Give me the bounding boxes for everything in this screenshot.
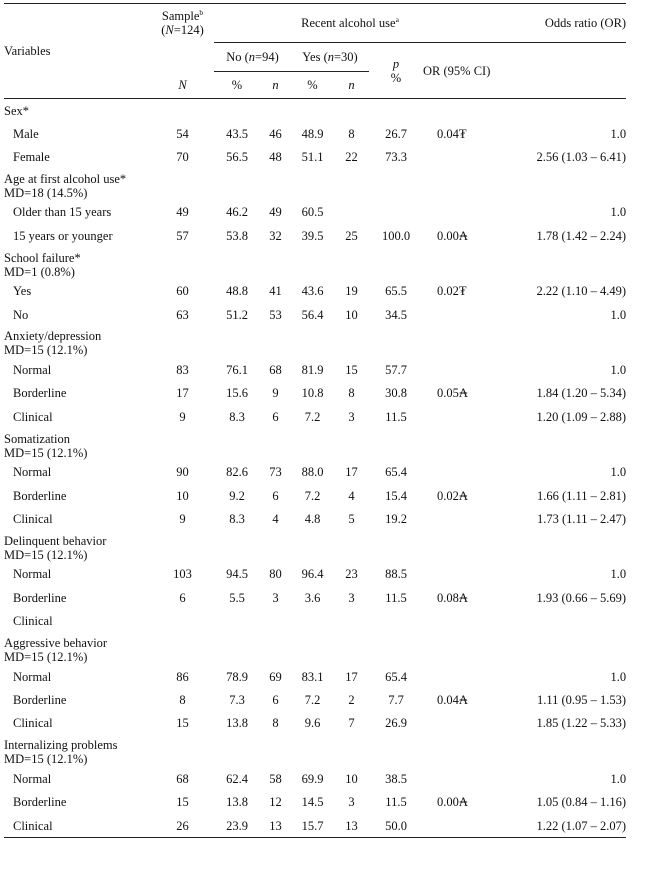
group-label bbox=[4, 326, 626, 358]
cell-or bbox=[423, 145, 486, 168]
cell-N: 86 bbox=[176, 669, 189, 684]
cell-no-n: 8 bbox=[272, 716, 279, 731]
row-label: Clinical bbox=[4, 814, 151, 838]
cell-p: 19.2 bbox=[385, 511, 407, 526]
group-missing-data: MD=18 (14.5%) bbox=[4, 185, 88, 200]
group-row bbox=[4, 99, 626, 123]
group-label bbox=[4, 633, 626, 665]
cell-p: 11.5 bbox=[385, 590, 407, 605]
group-row bbox=[4, 169, 626, 201]
cell-no-pct: 13.8 bbox=[226, 716, 248, 731]
cell-or: 0.00₳ bbox=[437, 795, 468, 810]
cell-yes-n: 8 bbox=[348, 126, 355, 141]
cell-yes-n: 8 bbox=[348, 386, 355, 401]
cell-N: 60 bbox=[176, 284, 189, 299]
cell-N: 8 bbox=[179, 692, 186, 707]
cell-no-pct: 8.3 bbox=[229, 511, 245, 526]
cell-p: 34.5 bbox=[385, 307, 407, 322]
cell-or: 0.05₳ bbox=[437, 386, 468, 401]
group-title: Age at first alcohol use* bbox=[4, 171, 127, 186]
cell-p: 50.0 bbox=[369, 814, 423, 838]
row-label: Male bbox=[13, 126, 39, 141]
table-row bbox=[4, 358, 626, 381]
cell-p: 65.4 bbox=[385, 669, 407, 684]
cell-or bbox=[423, 303, 486, 326]
cell-odds: 1.20 (1.09 – 2.88) bbox=[536, 409, 627, 424]
cell-yes-n: 13 bbox=[334, 814, 369, 838]
group-label bbox=[4, 248, 626, 280]
cell-or: 0.08₳ bbox=[437, 590, 468, 605]
group-missing-data: MD=15 (12.1%) bbox=[4, 445, 88, 460]
group-label bbox=[4, 531, 626, 563]
table-row bbox=[4, 609, 626, 632]
cell-p bbox=[369, 201, 423, 224]
cell-odds: 1.0 bbox=[610, 307, 627, 322]
cell-yes-n: 17 bbox=[345, 669, 358, 684]
table-row bbox=[4, 405, 626, 428]
cell-no-n: 58 bbox=[269, 771, 282, 786]
cell-or bbox=[423, 814, 486, 838]
cell-p: 73.3 bbox=[385, 150, 407, 165]
cell-no-n: 49 bbox=[269, 205, 282, 220]
table-row bbox=[4, 767, 626, 790]
cell-yes-pct: 10.8 bbox=[301, 386, 324, 401]
cell-p: 65.4 bbox=[385, 465, 407, 480]
cell-or: 0.04₮ bbox=[437, 126, 467, 141]
header-odds-label: Odds ratio (OR) bbox=[544, 16, 627, 30]
cell-or bbox=[423, 358, 486, 381]
cell-no-pct: 15.6 bbox=[226, 386, 248, 401]
table-row bbox=[4, 586, 626, 609]
cell-no-n: 6 bbox=[272, 488, 279, 503]
header-no-group bbox=[214, 43, 291, 72]
cell-N: 15 bbox=[176, 795, 189, 810]
group-label bbox=[4, 735, 626, 767]
cell-or bbox=[423, 609, 486, 632]
cell-yes-pct: 4.8 bbox=[304, 511, 321, 526]
cell-odds: 2.22 (1.10 – 4.49) bbox=[536, 284, 627, 299]
group-title: Aggressive behavior bbox=[4, 635, 108, 650]
cell-yes-n: 2 bbox=[348, 692, 355, 707]
cell-p: 26.9 bbox=[385, 716, 407, 731]
cell-p: 11.5 bbox=[385, 795, 407, 810]
group-row bbox=[4, 633, 626, 665]
row-label: Normal bbox=[13, 465, 52, 480]
cell-yes-pct: 56.4 bbox=[301, 307, 324, 322]
cell-yes-n: 17 bbox=[345, 465, 358, 480]
header-yes-pct: % bbox=[291, 72, 334, 99]
cell-yes-n: 19 bbox=[345, 284, 358, 299]
cell-no-n: 3 bbox=[272, 590, 279, 605]
cell-no-n bbox=[260, 609, 291, 632]
group-title: School failure* bbox=[4, 250, 81, 265]
cell-odds: 1.93 (0.66 – 5.69) bbox=[536, 590, 627, 605]
row-label: Borderline bbox=[13, 590, 67, 605]
cell-no-pct: 13.8 bbox=[226, 795, 248, 810]
group-title: Anxiety/depression bbox=[4, 329, 102, 344]
cell-or bbox=[423, 767, 486, 790]
cell-N: 68 bbox=[176, 771, 189, 786]
cell-yes-n: 3 bbox=[348, 795, 355, 810]
header-yes-label: Yes (n=30) bbox=[302, 50, 358, 64]
cell-p: 26.7 bbox=[385, 126, 407, 141]
cell-N: 9 bbox=[179, 511, 186, 526]
cell-no-pct: 62.4 bbox=[226, 771, 248, 786]
cell-odds: 1.22 (1.07 – 2.07) bbox=[486, 814, 626, 838]
cell-yes-n: 5 bbox=[348, 511, 355, 526]
row-label: Borderline bbox=[13, 488, 67, 503]
cell-no-pct: 5.5 bbox=[229, 590, 245, 605]
cell-no-n: 69 bbox=[269, 669, 282, 684]
cell-odds: 1.0 bbox=[610, 205, 627, 220]
cell-yes-n: 3 bbox=[348, 409, 355, 424]
cell-yes-n: 10 bbox=[345, 771, 358, 786]
table-body bbox=[4, 99, 626, 838]
cell-N: 103 bbox=[173, 567, 192, 582]
header-no-label: No (n=94) bbox=[226, 50, 279, 64]
cell-N: 54 bbox=[176, 126, 189, 141]
cell-no-pct: 51.2 bbox=[226, 307, 248, 322]
header-yes-group bbox=[291, 43, 369, 72]
cell-no-n: 68 bbox=[269, 363, 282, 378]
cell-no-pct: 56.5 bbox=[226, 150, 248, 165]
cell-yes-pct: 9.6 bbox=[304, 716, 321, 731]
table-row bbox=[4, 688, 626, 711]
group-row bbox=[4, 326, 626, 358]
cell-p: 11.5 bbox=[385, 409, 407, 424]
group-label bbox=[4, 169, 626, 201]
cell-yes-n: 22 bbox=[345, 150, 358, 165]
cell-p: 57.7 bbox=[385, 363, 407, 378]
row-label: Borderline bbox=[13, 692, 67, 707]
cell-no-pct: 7.3 bbox=[229, 692, 245, 707]
cell-N: 10 bbox=[176, 488, 189, 503]
cell-odds: 1.0 bbox=[610, 126, 627, 141]
cell-no-pct: 46.2 bbox=[226, 205, 248, 220]
cell-odds bbox=[486, 609, 626, 632]
cell-N: 9 bbox=[179, 409, 186, 424]
cell-odds: 1.05 (0.84 – 1.16) bbox=[536, 795, 627, 810]
cell-no-n: 13 bbox=[260, 814, 291, 838]
group-title: Sex* bbox=[4, 103, 29, 118]
cell-yes-n bbox=[334, 609, 369, 632]
cell-N: 83 bbox=[176, 363, 189, 378]
header-variables-label: Variables bbox=[4, 44, 51, 58]
cell-no-pct: 23.9 bbox=[214, 814, 260, 838]
cell-odds: 1.85 (1.22 – 5.33) bbox=[536, 716, 627, 731]
cell-N: 70 bbox=[176, 150, 189, 165]
table-row bbox=[4, 122, 626, 145]
cell-or bbox=[423, 507, 486, 530]
header-sample-sup: b bbox=[199, 8, 204, 18]
table-row bbox=[4, 484, 626, 507]
header-no-n: n bbox=[260, 72, 291, 99]
cell-no-pct: 8.3 bbox=[229, 409, 245, 424]
cell-N: 49 bbox=[176, 205, 189, 220]
cell-p: 15.4 bbox=[385, 488, 407, 503]
cell-N: 26 bbox=[151, 814, 214, 838]
cell-or: 0.04₳ bbox=[437, 692, 468, 707]
cell-no-n: 4 bbox=[272, 511, 279, 526]
header-or-ci-label: OR (95% CI) bbox=[423, 63, 491, 78]
cell-or bbox=[423, 712, 486, 735]
cell-yes-n: 3 bbox=[348, 590, 355, 605]
cell-N: 63 bbox=[176, 307, 189, 322]
cell-odds: 1.66 (1.11 – 2.81) bbox=[536, 488, 627, 503]
alcohol-use-table bbox=[4, 3, 626, 838]
header-sample-n: (N=124) bbox=[161, 23, 204, 38]
group-row bbox=[4, 531, 626, 563]
cell-no-n: 48 bbox=[269, 150, 282, 165]
cell-odds: 1.11 (0.95 – 1.53) bbox=[536, 692, 627, 707]
cell-no-pct: 53.8 bbox=[226, 228, 248, 243]
group-title: Somatization bbox=[4, 431, 70, 446]
cell-no-pct: 48.8 bbox=[226, 284, 248, 299]
group-title: Delinquent behavior bbox=[4, 533, 107, 548]
cell-yes-pct: 7.2 bbox=[304, 692, 321, 707]
row-label: Yes bbox=[13, 284, 32, 299]
cell-N: 15 bbox=[176, 716, 189, 731]
group-missing-data: MD=15 (12.1%) bbox=[4, 649, 88, 664]
group-label bbox=[4, 99, 626, 123]
cell-no-pct: 94.5 bbox=[226, 567, 248, 582]
cell-p: 38.5 bbox=[385, 771, 407, 786]
cell-no-n: 73 bbox=[269, 465, 282, 480]
row-label: Borderline bbox=[13, 795, 67, 810]
header-recent-sup: a bbox=[395, 14, 399, 24]
header-blank bbox=[151, 43, 214, 72]
cell-no-n: 46 bbox=[269, 126, 282, 141]
table-row bbox=[4, 280, 626, 303]
cell-or bbox=[423, 461, 486, 484]
cell-or: 0.00₳ bbox=[437, 228, 468, 243]
cell-no-n: 9 bbox=[272, 386, 279, 401]
header-odds-blank bbox=[486, 43, 626, 99]
cell-yes-n: 23 bbox=[345, 567, 358, 582]
table-row bbox=[4, 145, 626, 168]
header-N: N bbox=[151, 72, 214, 99]
cell-N: 57 bbox=[176, 228, 189, 243]
cell-or: 0.02₮ bbox=[437, 284, 467, 299]
cell-yes-pct: 15.7 bbox=[291, 814, 334, 838]
cell-N: 90 bbox=[176, 465, 189, 480]
cell-yes-pct: 60.5 bbox=[301, 205, 324, 220]
cell-no-n: 80 bbox=[269, 567, 282, 582]
row-label: Borderline bbox=[13, 386, 67, 401]
row-label: Clinical bbox=[13, 511, 53, 526]
row-label: 15 years or younger bbox=[13, 228, 113, 243]
header-recent-label: Recent alcohol use bbox=[301, 16, 396, 30]
cell-yes-pct: 39.5 bbox=[301, 228, 324, 243]
cell-N bbox=[151, 609, 214, 632]
cell-yes-pct: 7.2 bbox=[304, 488, 321, 503]
cell-yes-pct: 43.6 bbox=[301, 284, 324, 299]
cell-yes-pct bbox=[291, 609, 334, 632]
cell-yes-pct: 3.6 bbox=[304, 590, 321, 605]
row-label: Normal bbox=[13, 567, 52, 582]
cell-yes-n: 15 bbox=[345, 363, 358, 378]
header-no-pct: % bbox=[214, 72, 260, 99]
cell-N: 6 bbox=[179, 590, 186, 605]
cell-odds: 1.78 (1.42 – 2.24) bbox=[536, 228, 627, 243]
header-p-top: p bbox=[392, 56, 400, 71]
group-row bbox=[4, 735, 626, 767]
cell-no-pct bbox=[214, 609, 260, 632]
header-p bbox=[369, 43, 423, 99]
cell-odds: 1.73 (1.11 – 2.47) bbox=[536, 511, 627, 526]
cell-odds: 1.0 bbox=[610, 771, 627, 786]
header-recent-alcohol-use bbox=[214, 4, 486, 43]
cell-yes-n: 10 bbox=[345, 307, 358, 322]
cell-yes-pct: 48.9 bbox=[301, 126, 324, 141]
cell-no-pct: 76.1 bbox=[226, 363, 248, 378]
row-label: Normal bbox=[13, 363, 52, 378]
cell-p: 100.0 bbox=[381, 228, 411, 243]
table-row bbox=[4, 563, 626, 586]
group-row bbox=[4, 429, 626, 461]
cell-p bbox=[369, 609, 423, 632]
cell-yes-pct: 69.9 bbox=[301, 771, 324, 786]
table-row bbox=[4, 382, 626, 405]
cell-no-n: 32 bbox=[269, 228, 282, 243]
cell-yes-n: 25 bbox=[345, 228, 358, 243]
row-label: Clinical bbox=[13, 409, 53, 424]
cell-no-n: 6 bbox=[272, 409, 279, 424]
cell-odds: 1.0 bbox=[610, 567, 627, 582]
group-missing-data: MD=15 (12.1%) bbox=[4, 547, 88, 562]
cell-or bbox=[423, 563, 486, 586]
group-label bbox=[4, 429, 626, 461]
cell-or bbox=[423, 665, 486, 688]
cell-odds: 1.0 bbox=[610, 363, 627, 378]
cell-no-n: 53 bbox=[269, 307, 282, 322]
group-title: Internalizing problems bbox=[4, 738, 118, 753]
header-yes-n: n bbox=[334, 72, 369, 99]
cell-no-pct: 43.5 bbox=[226, 126, 248, 141]
cell-yes-pct: 83.1 bbox=[301, 669, 324, 684]
cell-or: 0.02₳ bbox=[437, 488, 468, 503]
header-sample-label: Sample bbox=[161, 9, 200, 24]
table-row bbox=[4, 507, 626, 530]
row-label: Clinical bbox=[13, 614, 53, 629]
cell-odds: 1.0 bbox=[610, 669, 627, 684]
row-label: Female bbox=[13, 150, 50, 165]
cell-yes-n bbox=[334, 201, 369, 224]
cell-odds: 2.56 (1.03 – 6.41) bbox=[536, 150, 627, 165]
header-p-bottom: % bbox=[390, 70, 402, 85]
cell-yes-pct: 51.1 bbox=[301, 150, 324, 165]
header-sample bbox=[151, 4, 214, 43]
cell-odds: 1.0 bbox=[610, 465, 627, 480]
header-or-ci bbox=[423, 43, 491, 99]
table-row bbox=[4, 224, 626, 247]
table-row bbox=[4, 303, 626, 326]
cell-no-pct: 78.9 bbox=[226, 669, 248, 684]
table-header bbox=[4, 4, 626, 99]
table-row bbox=[4, 201, 626, 224]
table-row bbox=[4, 461, 626, 484]
header-odds-ratio bbox=[486, 4, 626, 43]
group-missing-data: MD=1 (0.8%) bbox=[4, 264, 75, 279]
row-label: Normal bbox=[13, 669, 52, 684]
cell-p: 30.8 bbox=[385, 386, 407, 401]
cell-p: 88.5 bbox=[385, 567, 407, 582]
cell-yes-pct: 14.5 bbox=[301, 795, 324, 810]
cell-yes-pct: 81.9 bbox=[301, 363, 324, 378]
cell-yes-pct: 7.2 bbox=[304, 409, 321, 424]
group-missing-data: MD=15 (12.1%) bbox=[4, 343, 88, 358]
row-label: No bbox=[13, 307, 29, 322]
cell-N: 17 bbox=[176, 386, 189, 401]
cell-yes-pct: 88.0 bbox=[301, 465, 324, 480]
cell-p: 7.7 bbox=[388, 692, 404, 707]
table-row bbox=[4, 665, 626, 688]
cell-or bbox=[423, 405, 486, 428]
cell-no-pct: 9.2 bbox=[229, 488, 245, 503]
cell-no-n: 12 bbox=[269, 795, 282, 810]
row-label: Older than 15 years bbox=[13, 205, 112, 220]
row-label: Normal bbox=[13, 771, 52, 786]
cell-or bbox=[423, 201, 486, 224]
cell-odds: 1.84 (1.20 – 5.34) bbox=[536, 386, 627, 401]
cell-yes-n: 4 bbox=[348, 488, 355, 503]
table-row bbox=[4, 790, 626, 813]
group-missing-data: MD=15 (12.1%) bbox=[4, 752, 88, 767]
header-variables bbox=[4, 4, 151, 99]
cell-yes-pct: 96.4 bbox=[301, 567, 324, 582]
row-label: Clinical bbox=[13, 716, 53, 731]
cell-no-pct: 82.6 bbox=[226, 465, 248, 480]
group-row bbox=[4, 248, 626, 280]
table-row bbox=[4, 814, 626, 838]
cell-no-n: 41 bbox=[269, 284, 282, 299]
cell-yes-n: 7 bbox=[348, 716, 355, 731]
table-row bbox=[4, 712, 626, 735]
cell-p: 65.5 bbox=[385, 284, 407, 299]
cell-no-n: 6 bbox=[272, 692, 279, 707]
